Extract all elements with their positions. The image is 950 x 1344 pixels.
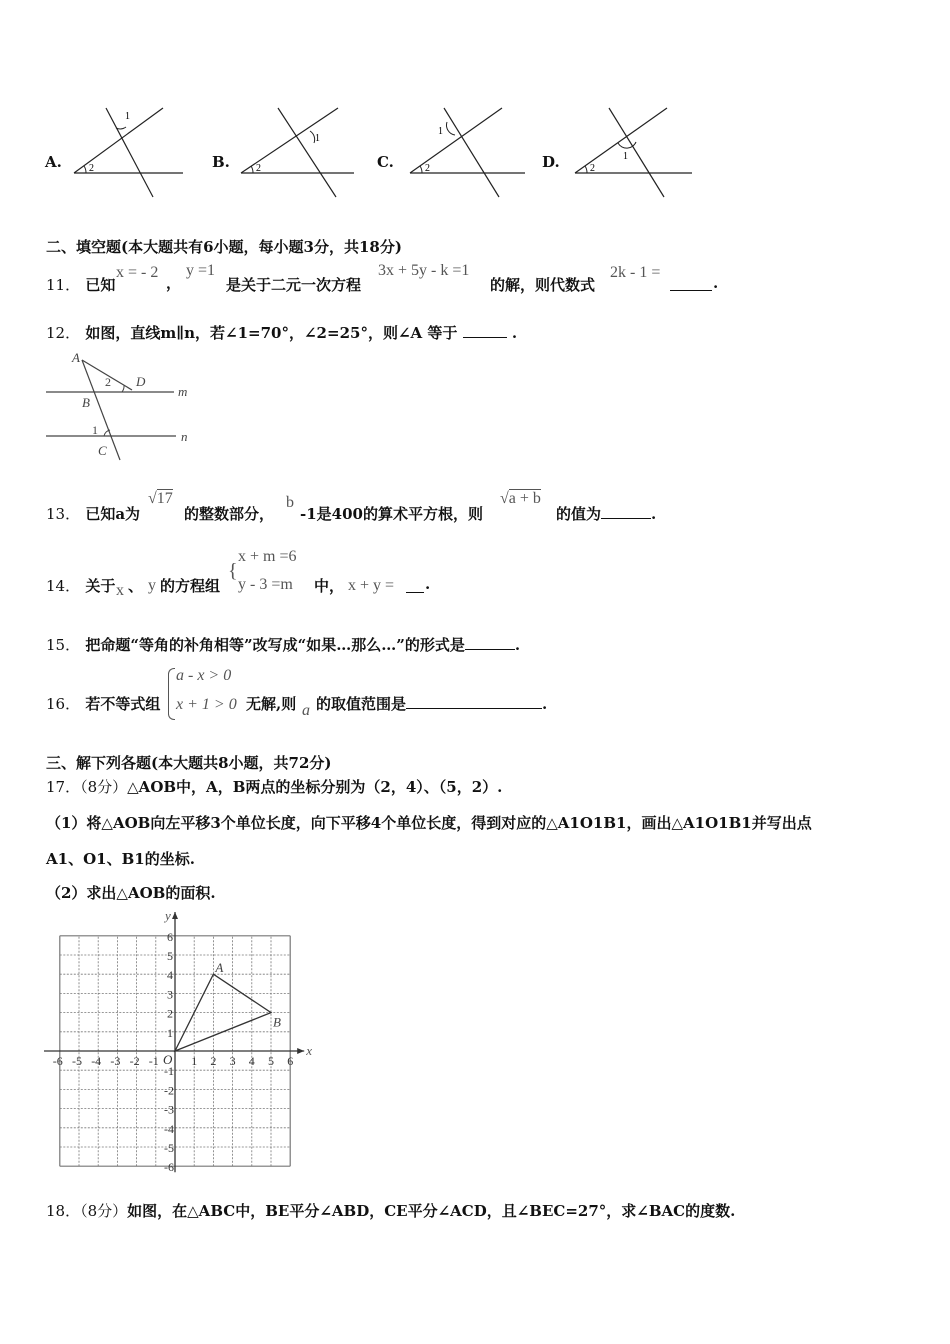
option-b-angle2: 2 [256,163,261,174]
q14-eq-1: x + m =6 [238,548,297,565]
section-3-heading: 三、解下列各题(本大题共8小题，共72分) [46,754,332,772]
option-c-label: C. [377,153,394,171]
x-tick-label: -3 [110,1054,121,1068]
q16-eq-1: a - x > 0 [176,667,232,684]
y-axis-label: y [165,908,171,923]
q16-text-3 [316,693,547,714]
q13-radicand: 17 [156,490,173,507]
x-tick-label: -1 [148,1054,159,1068]
q12-answer-blank[interactable] [463,323,507,338]
option-b-figure [238,105,358,200]
q11-number: 11． [46,276,81,294]
y-tick-label: 4 [167,968,173,983]
q11-math-expr: 2k - 1 = [610,264,661,281]
option-a [45,105,195,200]
y-tick-label: -2 [164,1083,174,1098]
option-d-angle1: 1 [623,151,628,162]
point-label-b: B [273,1014,281,1030]
q13-end: . [651,505,657,523]
q16-eq-2: x + 1 > 0 [176,696,237,713]
q11-comma: ， [166,274,182,292]
q16-brace [168,668,175,720]
question-12 [46,322,517,343]
q17-part-2: （2）求出△AOB的面积. [46,884,216,902]
y-tick-label: 5 [167,949,173,963]
q16-text-2: 无解,则 [246,695,297,713]
section-2-heading: 二、填空题(本大题共有6小题，每小题3分，共18分) [46,238,402,256]
q13-radicand-ab: a + b [508,490,541,507]
y-tick-label: 1 [167,1025,173,1040]
option-d [542,105,702,200]
option-c-figure [407,105,527,200]
q11-text-3: 的解，则代数式 [490,276,596,294]
q15-end: . [514,636,521,654]
option-b [212,105,362,200]
q14-eq-2: y - 3 =m [238,576,293,593]
q12-number: 12． [46,324,81,342]
q12-angle-2: 2 [105,375,111,389]
y-tick-label: -6 [164,1160,174,1175]
q17-text: △AOB中，A，B两点的坐标分别为（2，4）、（5，2）. [127,778,503,796]
q16-text-1: 若不等式组 [85,695,161,713]
q15-number: 15． [46,636,81,654]
q12-angle-1: 1 [92,423,98,437]
q14-number: 14． [46,577,81,595]
q15-text: 把命题“等角的补角相等”改写成“如果…那么…”的形式是 [85,636,465,654]
q13-text-1: 已知a为 [85,505,141,523]
x-tick-label: 6 [287,1054,294,1068]
option-d-label: D. [542,153,560,171]
q11-math-x: x = - 2 [116,264,159,281]
q12-figure [44,350,204,465]
q17-number: 17． [46,778,81,796]
q15-answer-blank[interactable] [465,635,515,650]
x-tick-label: -2 [129,1054,140,1068]
question-15 [46,634,520,655]
q11-math-y: y =1 [186,262,216,279]
q13-text-2: 的整数部分， [184,505,275,523]
q12-label-d: D [136,374,146,389]
q14-end: . [425,575,431,593]
x-axis-label: x [306,1043,312,1058]
x-tick-label: 4 [248,1054,255,1068]
q11-text-1: 已知 [85,276,116,294]
option-c-angle1: 1 [438,126,443,137]
q13-text-4 [556,503,656,524]
q14-brace: { [228,560,238,582]
x-tick-label: 2 [210,1054,217,1068]
question-17 [46,776,502,797]
q14-text-3: 的方程组 [160,577,221,595]
option-a-angle1: 1 [125,111,130,122]
y-tick-label: -5 [164,1141,174,1155]
y-axis-arrow [172,912,178,919]
q13-math-b: b [286,494,294,511]
option-a-figure [71,105,191,200]
question-14 [46,575,115,596]
option-a-angle2: 2 [89,163,94,174]
q11-text-2: 是关于二元一次方程 [226,276,362,294]
option-d-angle2: 2 [590,163,595,174]
q17-coordinate-grid [40,908,330,1180]
x-axis-arrow [297,1048,304,1054]
question-13 [46,503,140,524]
q12-label-m: m [178,384,188,399]
q14-text-1: 关于 [85,577,116,595]
question-11 [46,274,115,295]
q12-label-b: B [82,395,90,410]
option-a-label: A. [45,153,62,171]
q12-end: . [511,324,518,342]
option-b-label: B. [212,153,230,171]
point-label-a: A [215,960,224,976]
q13-value-label: 的值为 [556,505,602,523]
x-tick-label: 3 [229,1054,236,1068]
q12-label-c: C [98,443,107,458]
q16-answer-blank[interactable] [406,694,542,709]
q16-number: 16． [46,695,81,713]
question-16 [46,693,160,714]
q13-sqrt-ab: √a + b [500,490,541,507]
y-tick-label: 3 [167,987,173,1002]
q13-answer-blank[interactable] [601,504,651,519]
q14-text-2: 、 [128,577,144,595]
q18-score: （8分） [80,1202,128,1220]
q16-range-label: 的取值范围是 [316,695,407,713]
q16-end: . [542,695,548,713]
option-c [377,105,527,200]
q14-math-x: x [116,582,124,599]
x-tick-label: 5 [268,1054,274,1068]
q17-part-1-continued: A1、O1、B1的坐标. [46,850,195,868]
q12-text: 如图，直线m∥n，若∠1=70°，∠2=25°，则∠A 等于 [85,324,458,342]
x-tick-label: -5 [72,1054,82,1068]
y-tick-label: -3 [164,1102,174,1117]
q11-end: . [713,274,719,292]
x-tick-label: -4 [91,1054,102,1068]
origin-label: O [163,1052,173,1067]
option-d-figure [572,105,697,200]
q18-number: 18． [46,1202,81,1220]
y-tick-label: 2 [167,1006,173,1021]
option-b-angle1: 1 [315,133,320,144]
question-18 [46,1200,735,1221]
q13-text-3: -1是400的算术平方根，则 [300,505,483,523]
x-tick-label: 1 [191,1054,198,1068]
y-tick-label: -4 [164,1121,174,1136]
q11-answer-blank[interactable] [670,276,712,291]
q17-part-1: （1）将△AOB向左平移3个单位长度，向下平移4个单位长度，得到对应的△A1O1B1，画出△A1O1B1并写出点 [46,814,812,832]
q12-label-n: n [181,429,188,444]
q13-sqrt-17: √17 [148,490,173,507]
q14-answer-blank[interactable] [406,578,424,593]
q14-math-y: y [148,577,156,594]
q14-math-sum: x + y = [348,577,395,594]
q18-text: 如图，在△ABC中，BE平分∠ABD，CE平分∠ACD，且∠BEC=27°，求∠BAC的度数. [127,1202,736,1220]
y-tick-label: 6 [167,929,173,944]
y-tick-label: -1 [164,1064,174,1079]
q17-score: （8分） [80,778,128,796]
q11-math-equation: 3x + 5y - k =1 [378,262,470,279]
q13-number: 13． [46,505,81,523]
x-tick-label: -6 [52,1054,63,1068]
q12-label-a: A [72,350,80,365]
q14-text-4: 中， [314,577,345,595]
option-c-angle2: 2 [425,163,430,174]
q16-math-a: a [302,702,310,719]
